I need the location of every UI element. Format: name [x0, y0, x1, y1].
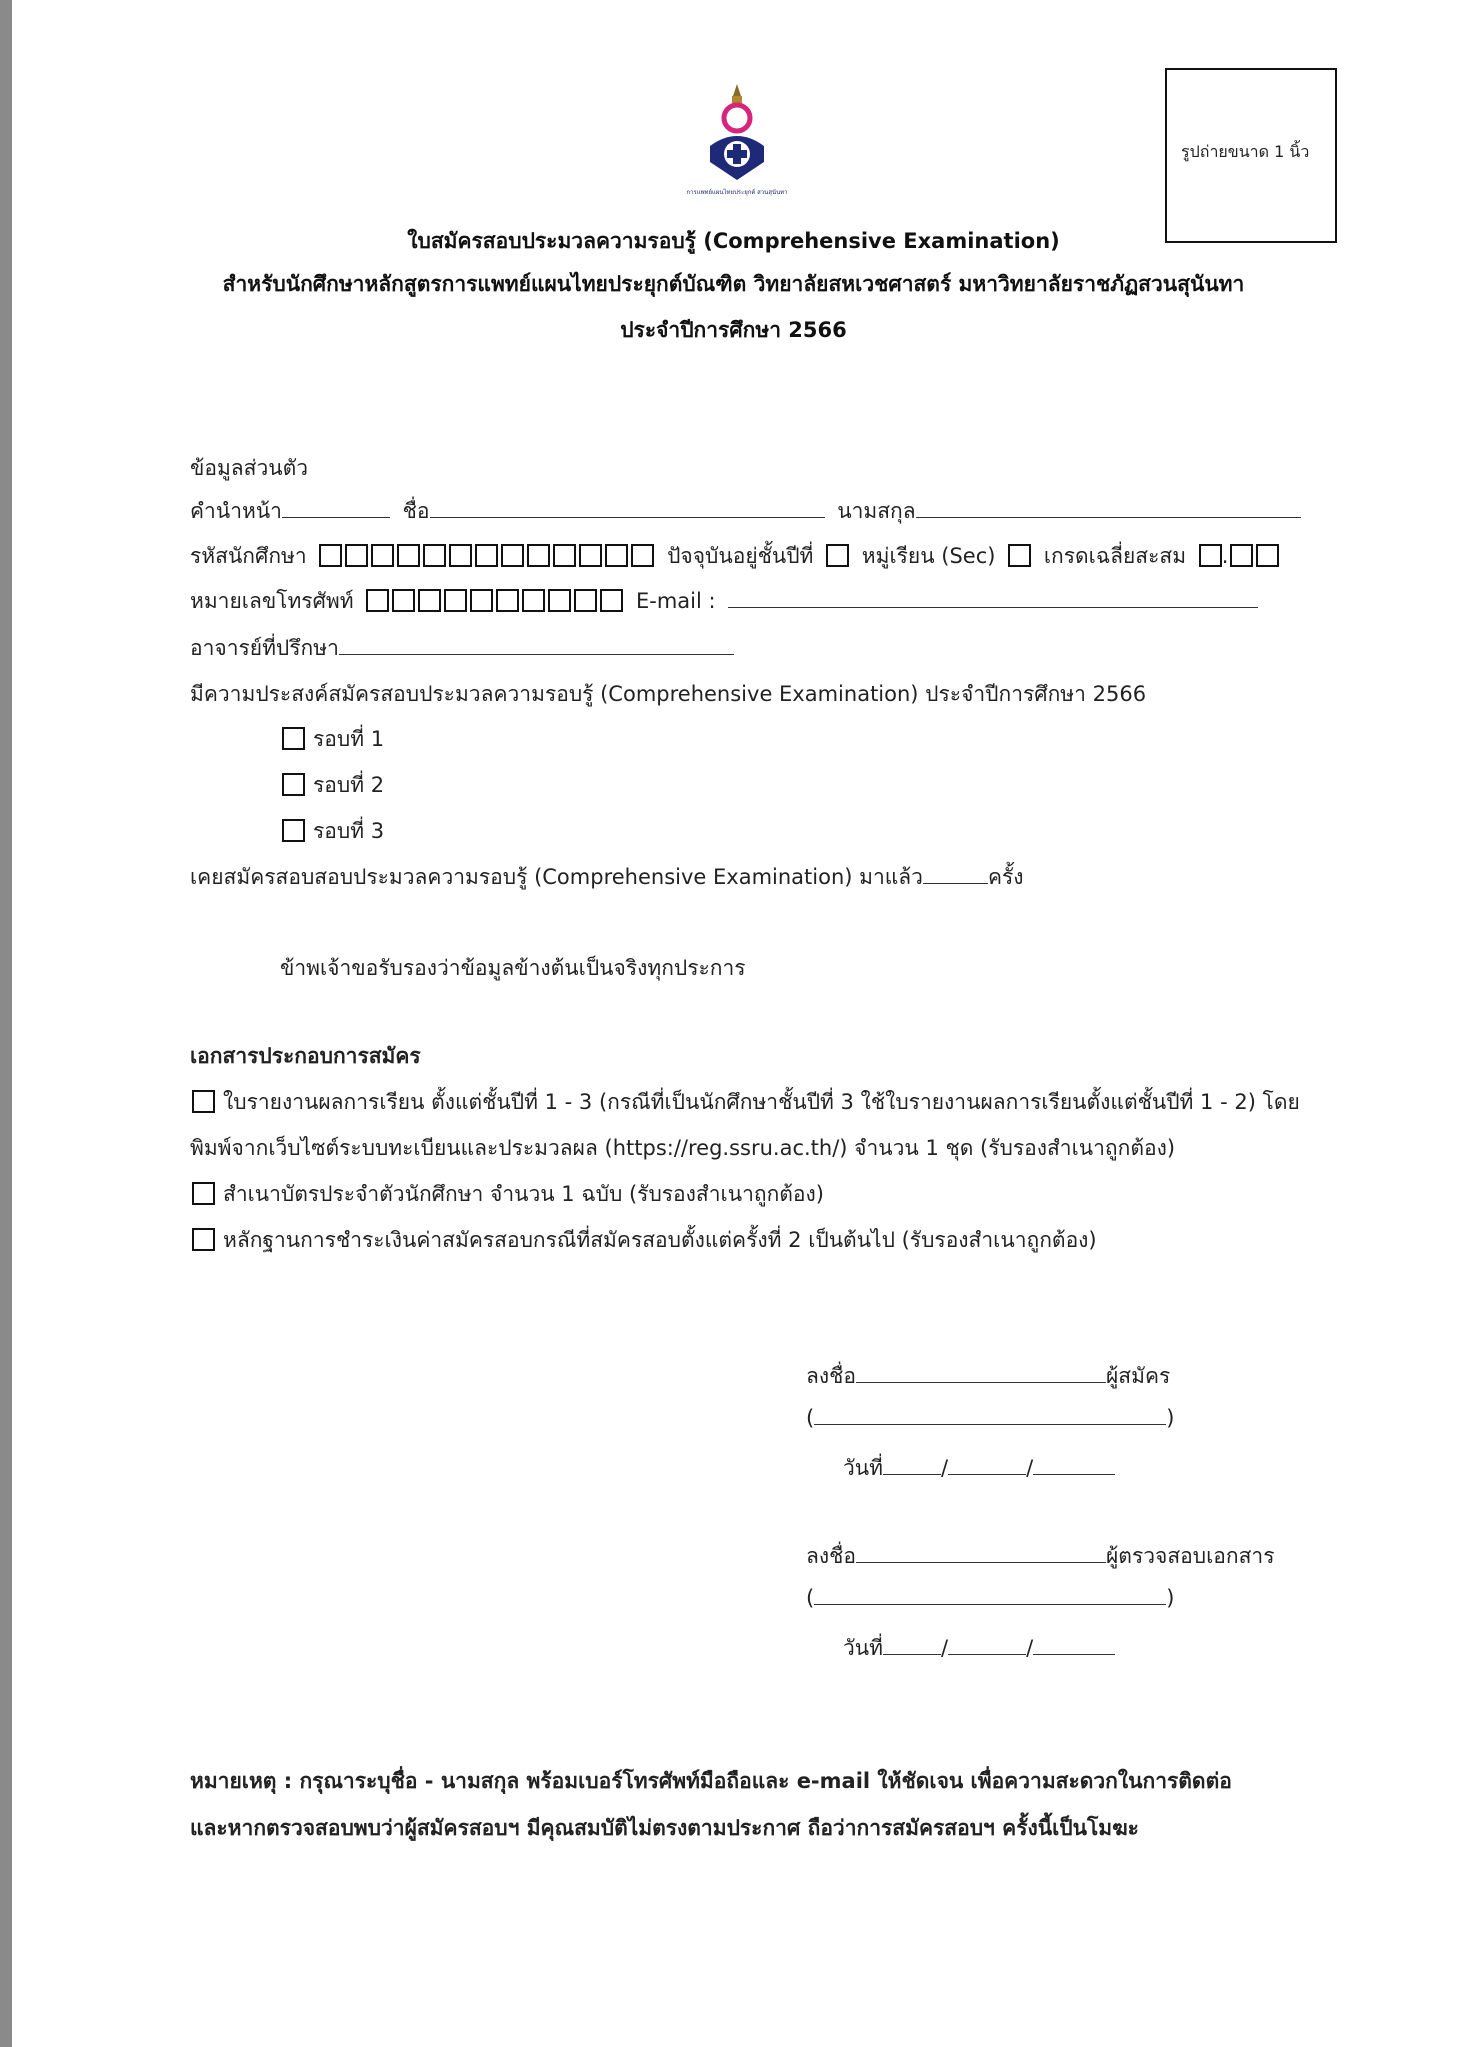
document-2-label: สำเนาบัตรประจำตัวนักศึกษา จำนวน 1 ฉบับ (รับรองสำเนาถูกต้อง)	[223, 1182, 824, 1206]
round-3-checkbox[interactable]	[282, 819, 305, 842]
note-line-1: หมายเหตุ : กรุณาระบุชื่อ - นามสกุล พร้อมเบอร์โทรศัพท์มือถือและ e-mail ให้ชัดเจน เพื่อความสะดวกในการติดต่อ	[190, 1769, 1232, 1793]
round-2-checkbox[interactable]	[282, 773, 305, 796]
document-item-1	[192, 1086, 1300, 1119]
page-edge	[0, 0, 12, 2047]
checker-sign-row	[806, 1540, 1274, 1573]
applicant-sign-row	[806, 1360, 1170, 1393]
intent-text: มีความประสงค์สมัครสอบประมวลความรอบรู้ (Comprehensive Examination) ประจำปีการศึกษา 2566	[190, 682, 1147, 706]
applicant-signature-field[interactable]	[856, 1364, 1106, 1383]
round-1-checkbox[interactable]	[282, 727, 305, 750]
checker-role: ผู้ตรวจสอบเอกสาร	[1106, 1544, 1275, 1568]
close-paren: )	[1166, 1586, 1175, 1610]
gpa-field[interactable]	[1199, 544, 1222, 567]
phone-field[interactable]	[366, 589, 623, 612]
student-info-row	[190, 540, 1285, 573]
document-3-checkbox[interactable]	[192, 1228, 215, 1251]
round-option-1[interactable]	[282, 723, 384, 756]
checker-date-row	[843, 1632, 1115, 1665]
gpa-dot: .	[1221, 544, 1229, 568]
checker-date-label: วันที่	[843, 1636, 883, 1660]
checker-signature-field[interactable]	[856, 1544, 1106, 1563]
slash: /	[1026, 1636, 1034, 1660]
previous-attempts-suffix: ครั้ง	[987, 865, 1024, 889]
open-paren: (	[806, 1586, 815, 1610]
prefix-field[interactable]	[282, 499, 390, 518]
round-2-label: รอบที่ 2	[313, 773, 385, 797]
checker-sign-label: ลงชื่อ	[806, 1544, 856, 1568]
student-id-field[interactable]	[319, 544, 654, 567]
applicant-role: ผู้สมัคร	[1106, 1364, 1171, 1388]
academic-year-title: ประจำปีการศึกษา 2566	[620, 318, 847, 342]
round-3-label: รอบที่ 3	[313, 819, 385, 843]
surname-label: นามสกุล	[837, 499, 916, 523]
checker-day-field[interactable]	[883, 1636, 941, 1655]
photo-box	[1165, 68, 1337, 243]
personal-heading: ข้อมูลส่วนตัว	[190, 456, 309, 480]
round-1-label: รอบที่ 1	[313, 727, 385, 751]
gpa-label: เกรดเฉลี่ยสะสม	[1043, 544, 1187, 568]
checker-month-field[interactable]	[948, 1636, 1026, 1655]
checker-name-row	[806, 1586, 1174, 1610]
advisor-field[interactable]	[339, 636, 734, 655]
document-3-label: หลักฐานการชำระเงินค่าสมัครสอบกรณีที่สมัครสอบตั้งแต่ครั้งที่ 2 เป็นต้นไป (รับรองสำเนาถูกต้อง)	[223, 1228, 1097, 1252]
surname-field[interactable]	[916, 499, 1301, 518]
applicant-month-field[interactable]	[948, 1456, 1026, 1475]
previous-attempts-row	[190, 861, 1024, 894]
year-label: ปัจจุบันอยู่ชั้นปีที่	[667, 544, 814, 568]
phone-label: หมายเลขโทรศัพท์	[190, 589, 354, 613]
applicant-day-field[interactable]	[883, 1456, 941, 1475]
applicant-date-row	[843, 1452, 1115, 1485]
email-field[interactable]	[728, 589, 1258, 608]
slash: /	[941, 1456, 949, 1480]
name-field[interactable]	[430, 499, 825, 518]
name-label: ชื่อ	[402, 499, 430, 523]
applicant-printed-name-field[interactable]	[814, 1406, 1166, 1425]
email-label: E-mail :	[635, 589, 716, 613]
document-1-line2: พิมพ์จากเว็บไซต์ระบบทะเบียนและประมวลผล (https://reg.ssru.ac.th/) จำนวน 1 ชุด (รับรองสำเนาถูกต้อง)	[190, 1136, 1176, 1160]
contact-row	[190, 585, 1258, 618]
university-crest-icon	[660, 82, 815, 202]
documents-heading: เอกสารประกอบการสมัคร	[190, 1044, 421, 1068]
certify-text: ข้าพเจ้าขอรับรองว่าข้อมูลข้างต้นเป็นจริงทุกประการ	[280, 956, 746, 980]
checker-year-field[interactable]	[1033, 1636, 1115, 1655]
previous-attempts-field[interactable]	[923, 865, 988, 884]
document-1-checkbox[interactable]	[192, 1090, 215, 1113]
checker-printed-name-field[interactable]	[814, 1586, 1166, 1605]
round-option-3[interactable]	[282, 815, 384, 848]
slash: /	[1026, 1456, 1034, 1480]
applicant-sign-label: ลงชื่อ	[806, 1364, 856, 1388]
logo-caption: การแพทย์แผนไทยประยุกต์ สวนสุนันทา	[686, 189, 788, 196]
name-row	[190, 495, 1301, 528]
gpa-decimal-field[interactable]	[1230, 544, 1279, 567]
section-field[interactable]	[1008, 544, 1031, 567]
previous-attempts-text: เคยสมัครสอบสอบประมวลความรอบรู้ (Comprehensive Examination) มาแล้ว	[190, 865, 923, 889]
document-2-checkbox[interactable]	[192, 1182, 215, 1205]
form-subtitle: สำหรับนักศึกษาหลักสูตรการแพทย์แผนไทยประยุกต์บัณฑิต วิทยาลัยสหเวชศาสตร์ มหาวิทยาลัยราชภัฏสวนสุนันทา	[222, 272, 1245, 296]
document-item-3	[192, 1224, 1097, 1257]
applicant-year-field[interactable]	[1033, 1456, 1115, 1475]
slash: /	[941, 1636, 949, 1660]
document-item-2	[192, 1178, 824, 1211]
form-title: ใบสมัครสอบประมวลความรอบรู้ (Comprehensive Examination)	[407, 229, 1060, 253]
prefix-label: คำนำหน้า	[190, 499, 282, 523]
round-option-2[interactable]	[282, 769, 384, 802]
note-line-2: และหากตรวจสอบพบว่าผู้สมัครสอบฯ มีคุณสมบัติไม่ตรงตามประกาศ ถือว่าการสมัครสอบฯ ครั้งนี้เป็นโมฆะ	[190, 1816, 1139, 1840]
photo-label: รูปถ่ายขนาด 1 นิ้ว	[1181, 142, 1310, 161]
advisor-label: อาจารย์ที่ปรึกษา	[190, 636, 339, 660]
applicant-name-row	[806, 1406, 1174, 1430]
applicant-date-label: วันที่	[843, 1456, 883, 1480]
document-1-line1: ใบรายงานผลการเรียน ตั้งแต่ชั้นปีที่ 1 - 3 (กรณีที่เป็นนักศึกษาชั้นปีที่ 3 ใช้ใบรายงานผลการเรียนตั้งแต่ชั้นปีที่ 1 - 2) โดย	[223, 1090, 1300, 1114]
student-id-label: รหัสนักศึกษา	[190, 544, 307, 568]
close-paren: )	[1166, 1406, 1175, 1430]
year-field[interactable]	[826, 544, 849, 567]
section-label: หมู่เรียน (Sec)	[861, 544, 996, 568]
open-paren: (	[806, 1406, 815, 1430]
advisor-row	[190, 632, 734, 665]
